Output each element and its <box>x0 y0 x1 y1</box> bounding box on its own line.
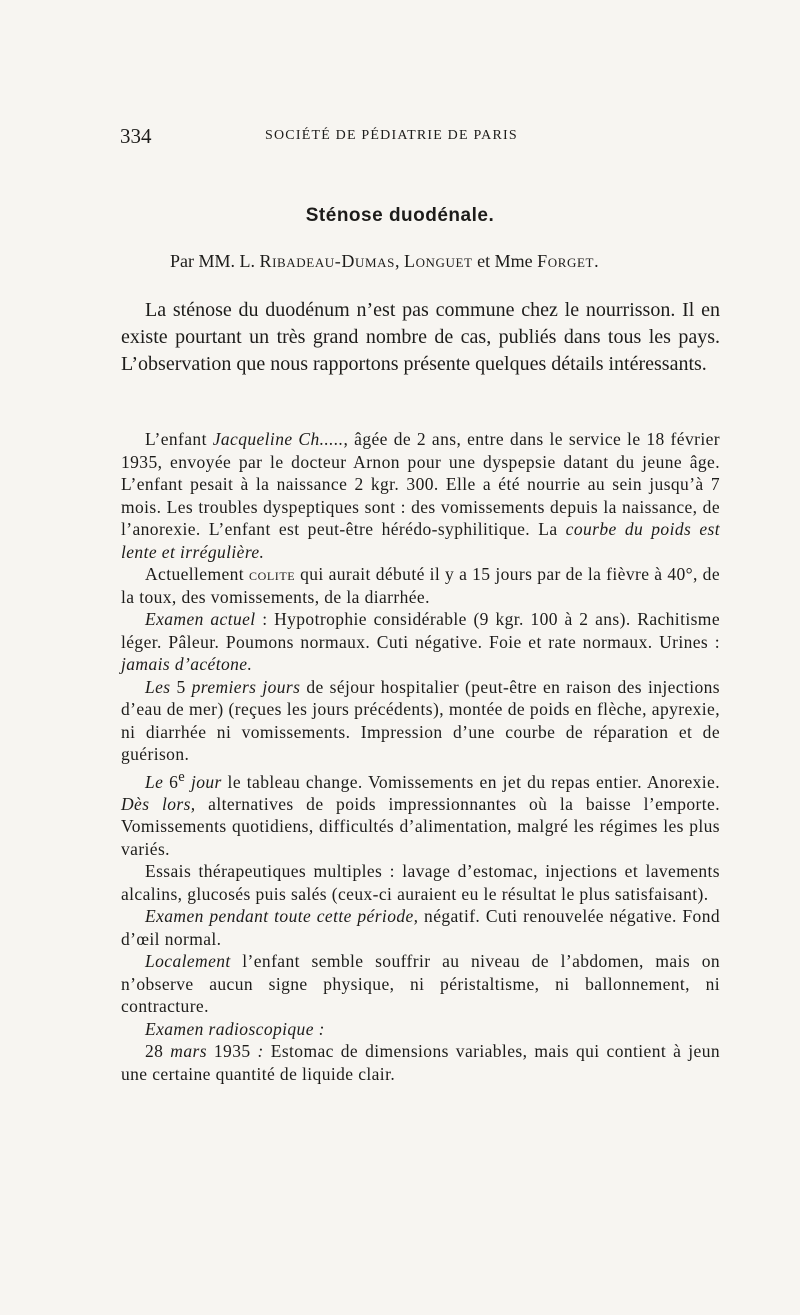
patient-name: Jacqueline Ch..... <box>212 429 344 449</box>
text: 6 <box>163 771 179 792</box>
italic-text: Le <box>145 771 164 792</box>
text: de séjour hospitalier (peut-être en raison des injections d’eau de mer) (reçues les jours précédents), montée de poids en flèche, apyrexie, ni diarrhée ni vomissements. Impression d’une courbe de réparation et de guérison. <box>121 676 720 764</box>
text: 5 <box>170 676 192 697</box>
text: 1935 <box>206 1041 258 1062</box>
italic-text: mars <box>170 1041 207 1062</box>
intro-paragraph: La sténose du duodénum n’est pas commune chez le nourrisson. Il en existe pourtant un très grand nombre de cas, publiés dans tous les pays. L’observation que nous rapportons présente quelques détails intéressants. <box>121 299 720 375</box>
paragraph-examen-periode <box>121 905 720 950</box>
italic-heading: Examen radioscopique : <box>145 1018 325 1039</box>
italic-text: Localement <box>145 951 231 972</box>
text: qui aurait débuté il y a 15 jours par de la fièvre à 40°, de la toux, des vomissements, de la diarrhée. <box>121 564 720 607</box>
page-number: 334 <box>120 124 152 148</box>
text: l’enfant semble souffrir au niveau de l’abdomen, mais on n’observe aucun signe physique, ni péristaltisme, ni ballonnement, ni contracture. <box>121 951 720 1017</box>
text: Actuellement <box>145 564 249 584</box>
page-header <box>120 124 715 156</box>
running-title: SOCIÉTÉ DE PÉDIATRIE DE PARIS <box>265 128 518 143</box>
paragraph-colitis <box>121 563 720 608</box>
italic-text: jamais d’acétone. <box>121 654 253 674</box>
italic-text: : <box>257 1041 264 1062</box>
author-line <box>170 251 599 272</box>
paragraph-sixth-day <box>121 766 720 861</box>
authors-end: . <box>594 251 599 271</box>
authors-separator: et Mme <box>472 251 538 271</box>
text: alternatives de poids impressionnantes où la baisse l’emporte. Vomissements quotidiens, difficultés d’alimentation, malgré les régimes les plus variés. <box>121 793 720 859</box>
author-longuet: Longuet <box>403 251 473 271</box>
italic-text: Dès lors, <box>121 793 196 814</box>
paragraph-therapeutics: Essais thérapeutiques multiples : lavage d’estomac, injections et lavements alcalins, glucosés puis salés (ceux-ci auraient eu le résultat le plus satisfaisant). <box>121 861 720 904</box>
authors-separator: , <box>394 251 404 271</box>
text: L’enfant <box>145 429 213 449</box>
italic-text: jour <box>190 771 222 792</box>
italic-text: premiers jours <box>191 676 301 697</box>
small-caps-text: colite <box>248 564 296 584</box>
italic-text: Examen pendant toute cette période, <box>145 906 419 927</box>
paragraph-march-28 <box>121 1040 720 1085</box>
author-ribadeau-dumas: Ribadeau-Dumas <box>259 251 395 271</box>
text: , âgée de 2 ans, entre dans le service le 18 février 1935, envoyée par le docteur Arnon pour une dyspepsie datant du jeune âge. L’enfant pesait à la naissance 2 kgr. 300. Elle a été nourrie au sein jusqu’à 7 mois. Les troubles dyspeptiques sont : des vomissements depuis la naissance, de l’anorexie. L’enfant est peut-être hérédo-syphilitique. La <box>121 429 720 539</box>
text: : Hypotrophie considérable (9 kgr. 100 à 2 ans). Rachitisme léger. Pâleur. Poumons normaux. Cuti négative. Foie et rate normaux. Urines : <box>121 609 720 652</box>
superscript: e <box>178 768 186 785</box>
text: 28 <box>145 1041 171 1062</box>
article-title: Sténose duodénale. <box>305 205 495 226</box>
author-forget: Forget <box>537 251 595 271</box>
authors-prefix: Par MM. L. <box>170 251 260 271</box>
paragraph-patient <box>121 428 720 563</box>
paragraph-localement <box>121 950 720 1018</box>
intro-section <box>121 297 720 378</box>
italic-text: courbe du poids est lente et irrégulière. <box>121 519 720 562</box>
italic-text: Examen actuel <box>145 609 256 629</box>
paragraph-examen-actuel <box>121 608 720 676</box>
paragraph-radioscopic-heading <box>121 1018 720 1041</box>
text: Estomac de dimensions variables, mais qui contient à jeun une certaine quantité de liquide clair. <box>121 1041 720 1084</box>
paragraph-first-days <box>121 676 720 766</box>
text: négatif. Cuti renouvelée négative. Fond d’œil normal. <box>121 906 720 949</box>
text: le tableau change. Vomissements en jet du repas entier. Anorexie. <box>221 771 720 792</box>
italic-text: Les <box>145 676 171 697</box>
case-report <box>121 428 720 1085</box>
